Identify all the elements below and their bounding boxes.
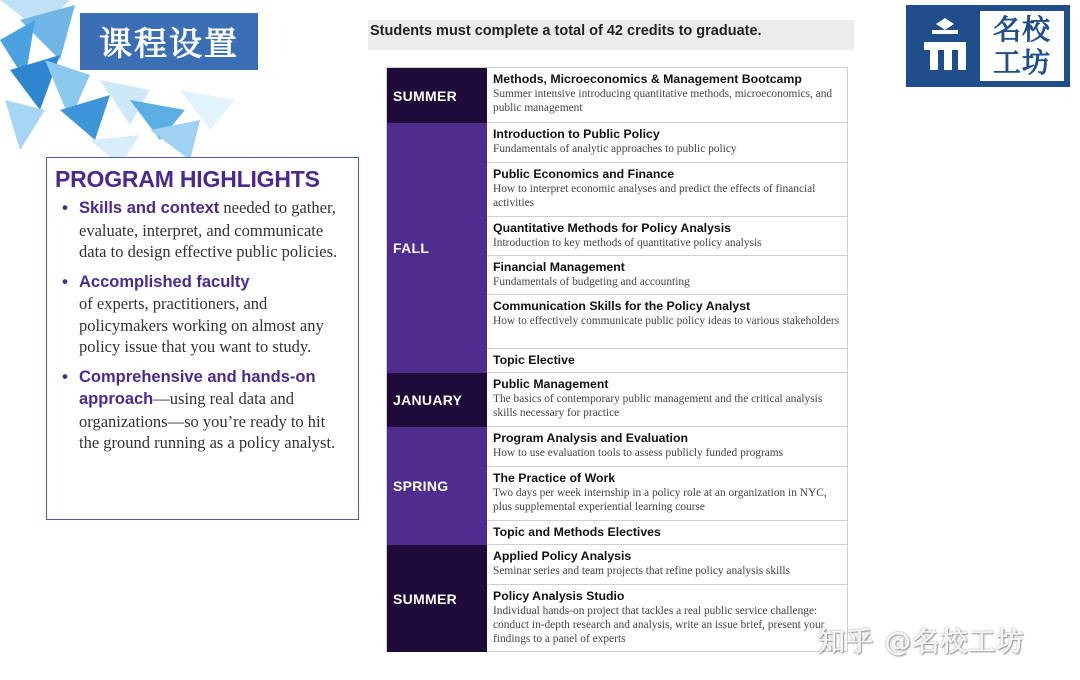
course-name: Introduction to Public Policy [493,127,660,141]
course-row [487,295,848,349]
course-row [487,427,848,467]
course-row [487,163,848,217]
course-description: Individual hands-on project that tackles a real public service challenge: conduct in-depth research and analysis, write an issue brief, present your findings to a panel of experts [493,605,825,645]
term-spring [387,427,487,545]
term-label: SPRING [393,478,449,494]
course-row [487,545,848,585]
page-title: 课程设置 [80,13,258,70]
course-name: Topic Elective [493,353,575,367]
credits-requirement: Students must complete a total of 42 credits to graduate. [368,20,854,50]
course-name: Methods, Microeconomics & Management Bootcamp [493,72,802,86]
highlight-body: needed to gather, evaluate, interpret, and communicate data to design effective public policies. [79,198,338,261]
course-row [487,585,848,652]
term-january [387,373,487,427]
course-description: How to effectively communicate public policy ideas to various stakeholders [493,315,840,327]
course-row [487,521,848,545]
term-summer-1 [387,68,487,123]
course-description: The basics of contemporary public management and the critical analysis skills necessary for practice [493,393,823,419]
highlight-heading: Comprehensive and hands-on approach [79,367,316,408]
course-description: How to use evaluation tools to assess publicly funded programs [493,447,784,459]
course-name: Topic and Methods Electives [493,525,661,539]
course-name: Program Analysis and Evaluation [493,431,688,445]
course-name: Applied Policy Analysis [493,549,632,563]
course-description: Seminar series and team projects that refine policy analysis skills [493,565,791,577]
term-label: JANUARY [393,392,463,408]
course-description: Two days per week internship in a policy role at an organization in NYC, plus supplemental experiential learning course [493,487,827,513]
course-row [487,123,848,163]
course-row [487,217,848,256]
highlight-body: —using real data and organizations—so you’re ready to hit the ground running as a policy analyst. [79,389,336,452]
course-name: Communication Skills for the Policy Analyst [493,299,751,313]
logo-text [980,11,1064,81]
term-label: SUMMER [393,87,458,104]
term-fall [387,123,487,373]
highlight-item [55,197,348,263]
course-row [487,373,848,427]
highlight-heading: Skills and context [79,199,220,217]
bullet-icon: • [62,271,68,291]
course-row [487,256,848,295]
course-description: Introduction to key methods of quantitative policy analysis [493,237,762,249]
course-row [487,349,848,373]
program-highlights-card [46,157,359,520]
course-name: Public Management [493,377,609,391]
term-label: SUMMER [393,590,458,607]
term-summer-2 [387,545,487,652]
curriculum-table [386,67,848,652]
term-label: FALL [393,240,430,256]
course-name: Policy Analysis Studio [493,589,625,603]
course-name: The Practice of Work [493,471,616,485]
highlight-heading: Accomplished faculty [79,272,250,291]
bullet-icon: • [62,198,68,217]
course-description: Fundamentals of analytic approaches to public policy [493,143,737,155]
course-name: Financial Management [493,260,625,274]
course-name: Quantitative Methods for Policy Analysis [493,221,732,235]
highlight-body: of experts, practitioners, and policymakers working on almost any policy issue that you want to study. [79,294,324,356]
highlight-item [55,271,348,358]
bullet-icon: • [62,366,68,386]
brand-logo [906,5,1070,87]
logo-line-1: 名校 [992,13,1051,46]
course-description: Summer intensive introducing quantitative methods, microeconomics, and public management [493,88,833,114]
course-row [487,467,848,521]
course-name: Public Economics and Finance [493,167,675,181]
course-description: Fundamentals of budgeting and accounting [493,276,690,288]
course-row [487,68,848,123]
logo-line-2: 工坊 [992,46,1051,79]
logo-mark-icon [910,10,980,82]
highlights-title: PROGRAM HIGHLIGHTS [55,166,320,192]
watermark: 知乎 @名校工坊 [818,627,1025,658]
course-description: How to interpret economic analyses and predict the effects of financial activities [493,183,816,209]
highlight-item [55,366,348,454]
